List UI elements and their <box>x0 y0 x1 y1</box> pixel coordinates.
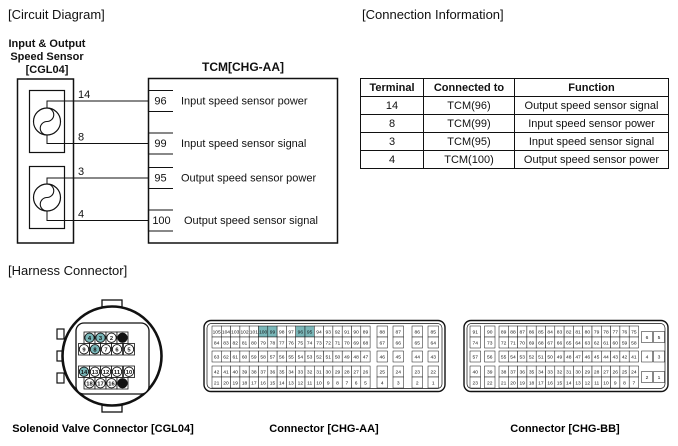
pin-label: 78 <box>603 330 609 336</box>
table-cell: Output speed sensor power <box>515 151 669 169</box>
pin-function-96: Input speed sensor power <box>181 95 308 108</box>
pin-label: 4 <box>645 355 649 361</box>
pin-label: 4 <box>380 381 384 387</box>
pin-label: 6 <box>354 381 358 387</box>
pin-label: 7 <box>632 381 636 387</box>
pin-label: 12 <box>584 381 591 387</box>
pin-label: 27 <box>603 370 609 376</box>
pin-label: 45 <box>395 355 401 361</box>
pin-label: 74 <box>472 341 478 347</box>
pin-label: 89 <box>500 330 507 336</box>
table-cell: 4 <box>361 151 424 169</box>
table-cell: TCM(95) <box>424 133 515 151</box>
pin-label: 49 <box>344 355 350 361</box>
pin-label: 75 <box>297 341 304 347</box>
tcm-pin-99: 99 <box>154 138 167 150</box>
table-row <box>361 133 669 151</box>
pin-label: 8 <box>623 381 626 387</box>
pin-label: 13 <box>91 369 99 376</box>
pin-label: 90 <box>353 330 359 336</box>
pin-label: 74 <box>306 341 313 347</box>
pin-label: 84 <box>547 330 553 336</box>
pin-label: 53 <box>519 355 525 361</box>
pin-label: 36 <box>269 370 276 376</box>
table-cell: 14 <box>361 97 424 115</box>
terminal-number-14: 14 <box>78 89 91 101</box>
pin-label: 33 <box>547 370 553 376</box>
pin-label: 11 <box>594 381 600 387</box>
pin-label: 14 <box>279 381 285 387</box>
pin-label: 25 <box>379 370 385 376</box>
pin-label: 11 <box>307 381 313 387</box>
pin-label: 61 <box>232 355 238 361</box>
table-cell: 3 <box>361 133 424 151</box>
pin-label: 43 <box>430 355 436 361</box>
pin-label: 40 <box>232 370 238 376</box>
pin-label: 94 <box>316 330 322 336</box>
pin-label: 66 <box>395 341 401 347</box>
pin-label: 85 <box>538 330 544 336</box>
sensor-label-line-3: [CGL04] <box>25 64 69 76</box>
pin-label: 21 <box>500 381 507 387</box>
pin-label: 10 <box>316 381 322 387</box>
pin-label: 83 <box>556 330 563 336</box>
pin-label: 48 <box>353 355 359 361</box>
pin-label: 22 <box>487 381 493 387</box>
pin-label: 55 <box>500 355 507 361</box>
pin-label: 58 <box>631 341 637 347</box>
pin-label: 26 <box>612 370 618 376</box>
pin-label: 63 <box>584 341 591 347</box>
pin-label: 11 <box>113 369 121 376</box>
pin-label: 52 <box>528 355 535 361</box>
pin-label: 57 <box>269 355 276 361</box>
pin-label: 64 <box>575 341 581 347</box>
pin-label: 21 <box>213 381 220 387</box>
pin-label: 13 <box>575 381 581 387</box>
pin-label: 101 <box>249 330 258 336</box>
pin-label: 89 <box>362 330 369 336</box>
pin-label: 50 <box>334 355 341 361</box>
pin-label: 23 <box>414 370 420 376</box>
table-row <box>361 151 669 169</box>
wire-terminal-3 <box>47 178 149 184</box>
pin-label: 35 <box>279 370 285 376</box>
pin-label: 19 <box>519 381 525 387</box>
pin-label: 96 <box>297 330 304 336</box>
pin-label: 72 <box>325 341 331 347</box>
pin-label: 5 <box>127 347 131 354</box>
pin-label: 8 <box>336 381 339 387</box>
table-cell: TCM(96) <box>424 97 515 115</box>
pin-label: 13 <box>288 381 294 387</box>
pin-label: 47 <box>575 355 581 361</box>
pin-label: 51 <box>538 355 544 361</box>
pin-label: 2 <box>109 335 114 342</box>
pin-label: 59 <box>251 355 257 361</box>
pin-label: 32 <box>556 370 563 376</box>
pin-label: 103 <box>231 330 240 336</box>
pin-label: 61 <box>603 341 609 347</box>
pin-label: 102 <box>240 330 249 336</box>
pin-label: 24 <box>631 370 637 376</box>
pin-label: 85 <box>430 330 436 336</box>
pin-label: 76 <box>288 341 294 347</box>
pin-label: 37 <box>510 370 516 376</box>
pin-label: 24 <box>395 370 401 376</box>
table-cell: Input speed sensor power <box>515 115 669 133</box>
pin-label: 16 <box>260 381 266 387</box>
pin-label: 69 <box>353 341 359 347</box>
pin-label: 37 <box>260 370 266 376</box>
pin-label: 38 <box>251 370 257 376</box>
pin-label: 42 <box>213 370 220 376</box>
pin-label: 9 <box>326 381 330 387</box>
pin-label: 18 <box>86 381 93 388</box>
pin-label: 67 <box>379 341 385 347</box>
pin-label: 20 <box>223 381 229 387</box>
pin-label: 81 <box>241 341 248 347</box>
connector-chg-bb-label: Connector [CHG-BB] <box>510 423 620 435</box>
table-header: Function <box>515 79 669 97</box>
tcm-pin-96: 96 <box>154 95 167 108</box>
pin-label: 87 <box>519 330 525 336</box>
pin-label: 104 <box>221 330 231 336</box>
pin-label: 39 <box>241 370 248 376</box>
wire-terminal-4 <box>47 208 149 221</box>
pin-label: 88 <box>510 330 516 336</box>
pin-label: 87 <box>395 330 401 336</box>
pin-label: 46 <box>584 355 591 361</box>
solenoid-connector-label: Solenoid Valve Connector [CGL04] <box>12 423 194 435</box>
pin-label: 60 <box>241 355 248 361</box>
pin-label: ★ <box>120 335 125 342</box>
pin-label: 47 <box>362 355 369 361</box>
pin-label: 50 <box>547 355 553 361</box>
pin-label: 14 <box>566 381 572 387</box>
pin-label: 19 <box>232 381 238 387</box>
pin-label: 41 <box>631 355 637 361</box>
pin-label: 42 <box>621 355 628 361</box>
pin-label: 79 <box>593 330 600 336</box>
pin-label: 30 <box>325 370 331 376</box>
pin-label: 69 <box>528 341 535 347</box>
pin-label: 32 <box>306 370 313 376</box>
pin-label: 17 <box>538 381 544 387</box>
harness-connector-title: [Harness Connector] <box>8 263 128 278</box>
tcm-pin-95: 95 <box>154 172 167 185</box>
tcm-pin-100: 100 <box>152 215 171 227</box>
pin-label: 31 <box>316 370 322 376</box>
pin-label: 79 <box>260 341 266 347</box>
pin-label: 91 <box>472 330 478 336</box>
pin-label: 73 <box>316 341 322 347</box>
pin-label: 99 <box>269 330 276 336</box>
pin-label: 27 <box>353 370 359 376</box>
pin-label: 77 <box>612 330 618 336</box>
pin-label: 46 <box>379 355 385 361</box>
pin-label: 52 <box>316 355 322 361</box>
pin-label: 80 <box>584 330 591 336</box>
pin-function-99: Input speed sensor signal <box>181 138 307 150</box>
pin-label: 93 <box>325 330 331 336</box>
pin-label: 22 <box>430 370 436 376</box>
table-header: Connected to <box>424 79 515 97</box>
pin-label: 60 <box>612 341 618 347</box>
pin-label: 29 <box>334 370 341 376</box>
pin-label: 1 <box>431 381 435 387</box>
pin-label: 71 <box>334 341 341 347</box>
table-row <box>361 115 669 133</box>
pin-label: 64 <box>430 341 436 347</box>
pin-label: 3 <box>396 381 400 387</box>
pin-label: 18 <box>241 381 248 387</box>
pin-label: 98 <box>279 330 285 336</box>
wire-terminal-8 <box>47 135 149 144</box>
pin-label: 31 <box>566 370 572 376</box>
pin-label: 7 <box>104 347 108 354</box>
pin-label: 16 <box>108 381 115 388</box>
connector-side-tab <box>57 373 64 383</box>
connector-side-tab <box>57 329 64 339</box>
pin-label: 49 <box>556 355 563 361</box>
pin-label: 68 <box>538 341 544 347</box>
pin-label: 81 <box>575 330 581 336</box>
pin-label: 15 <box>556 381 563 387</box>
pin-label: 63 <box>213 355 220 361</box>
pin-label: 4 <box>87 335 92 342</box>
pin-label: 16 <box>547 381 553 387</box>
pin-label: 30 <box>575 370 581 376</box>
pin-label: 78 <box>269 341 276 347</box>
pin-label: 105 <box>212 330 221 336</box>
pin-label: 5 <box>364 381 367 387</box>
pin-function-95: Output speed sensor power <box>181 172 317 185</box>
pin-label: 88 <box>379 330 385 336</box>
pin-label: 45 <box>593 355 600 361</box>
pin-label: 10 <box>603 381 609 387</box>
sensor1-s-curve <box>40 108 54 135</box>
pin-label: 28 <box>593 370 600 376</box>
connection-info-title: [Connection Information] <box>362 7 504 22</box>
pin-label: 34 <box>538 370 544 376</box>
connector-chg-aa-diagram <box>203 318 447 396</box>
terminal-number-4: 4 <box>78 208 85 221</box>
pin-label: 5 <box>657 335 661 341</box>
circuit-diagram-title: [Circuit Diagram] <box>8 7 105 22</box>
pin-label: 86 <box>528 330 535 336</box>
table-row <box>361 97 669 115</box>
pin-label: 95 <box>306 330 313 336</box>
pin-label: 65 <box>566 341 572 347</box>
pin-label: 70 <box>519 341 525 347</box>
pin-label: 15 <box>269 381 276 387</box>
pin-label: 92 <box>334 330 341 336</box>
pin-label: 39 <box>487 370 493 376</box>
pin-label: 59 <box>621 341 628 347</box>
solenoid-valve-connector-diagram <box>51 299 175 419</box>
pin-label: 72 <box>500 341 507 347</box>
pin-label: 80 <box>251 341 257 347</box>
pin-label: 7 <box>345 381 349 387</box>
circuit-diagram <box>0 30 350 280</box>
pin-label: 35 <box>528 370 535 376</box>
connector-chg-aa-label: Connector [CHG-AA] <box>269 423 379 435</box>
tcm-label: TCM[CHG-AA] <box>202 60 284 74</box>
pin-label: 76 <box>621 330 628 336</box>
pin-label: 20 <box>510 381 516 387</box>
pin-label: 25 <box>621 370 628 376</box>
pin-label: 75 <box>631 330 637 336</box>
sensor2-s-curve <box>40 184 54 211</box>
pin-label: 9 <box>82 347 86 354</box>
wire-terminal-14 <box>47 101 149 108</box>
pin-label: 82 <box>566 330 572 336</box>
pin-label: 77 <box>279 341 285 347</box>
pin-label: 28 <box>344 370 350 376</box>
pin-label: 6 <box>115 347 119 354</box>
pin-label: 56 <box>487 355 493 361</box>
pin-label: 90 <box>487 330 493 336</box>
pin-label: 44 <box>414 355 420 361</box>
table-cell: TCM(99) <box>424 115 515 133</box>
pin-label: 44 <box>603 355 609 361</box>
pin-label: 48 <box>566 355 572 361</box>
terminal-number-3: 3 <box>78 166 85 178</box>
pin-label: 70 <box>344 341 350 347</box>
pin-label: 18 <box>528 381 535 387</box>
pin-label: 83 <box>223 341 229 347</box>
pin-label: 23 <box>472 381 478 387</box>
pin-label: 91 <box>344 330 350 336</box>
sensor-label-line-1: Input & Output <box>8 38 86 50</box>
pin-label: ★ <box>120 381 125 388</box>
pin-label: 51 <box>325 355 331 361</box>
connection-table <box>360 78 669 169</box>
pin-label: 8 <box>93 347 97 354</box>
pin-label: 43 <box>612 355 618 361</box>
pin-label: 3 <box>657 355 661 361</box>
pin-label: 17 <box>251 381 257 387</box>
pin-function-100: Output speed sensor signal <box>184 215 318 227</box>
pin-label: 82 <box>232 341 238 347</box>
pin-label: 3 <box>98 335 103 342</box>
pin-label: 29 <box>584 370 591 376</box>
pin-label: 55 <box>288 355 294 361</box>
pin-label: 10 <box>125 369 133 376</box>
pin-label: 2 <box>415 381 419 387</box>
pin-label: 100 <box>259 330 268 336</box>
pin-label: 36 <box>519 370 525 376</box>
pin-label: 86 <box>414 330 420 336</box>
table-cell: 8 <box>361 115 424 133</box>
pin-label: 62 <box>593 341 600 347</box>
table-cell: Input speed sensor signal <box>515 133 669 151</box>
pin-label: 54 <box>510 355 516 361</box>
terminal-number-8: 8 <box>78 131 85 144</box>
pin-label: 40 <box>472 370 478 376</box>
pin-label: 84 <box>213 341 220 347</box>
pin-label: 2 <box>645 375 649 381</box>
pin-label: 53 <box>306 355 313 361</box>
pin-label: 34 <box>288 370 294 376</box>
connector-chg-bb-diagram <box>463 318 670 396</box>
pin-label: 26 <box>362 370 369 376</box>
pin-label: 33 <box>297 370 304 376</box>
pin-label: 65 <box>414 341 420 347</box>
pin-label: 97 <box>288 330 294 336</box>
pin-label: 56 <box>279 355 285 361</box>
pin-label: 54 <box>297 355 304 361</box>
table-cell: TCM(100) <box>424 151 515 169</box>
pin-label: 62 <box>223 355 229 361</box>
sensor-label-line-2: Speed Sensor <box>10 51 84 63</box>
table-cell: Output speed sensor signal <box>515 97 669 115</box>
pin-label: 14 <box>80 369 88 376</box>
pin-label: 66 <box>556 341 563 347</box>
pin-label: 12 <box>102 369 110 376</box>
pin-label: 1 <box>657 375 661 381</box>
pin-label: 17 <box>97 381 104 388</box>
pin-label: 73 <box>487 341 493 347</box>
pin-label: 6 <box>645 335 649 341</box>
pin-label: 9 <box>613 381 617 387</box>
pin-label: 41 <box>223 370 229 376</box>
pin-label: 57 <box>472 355 478 361</box>
table-header: Terminal <box>361 79 424 97</box>
pin-label: 68 <box>362 341 369 347</box>
pin-label: 67 <box>547 341 553 347</box>
pin-label: 71 <box>510 341 516 347</box>
pin-label: 38 <box>500 370 507 376</box>
pin-label: 12 <box>297 381 304 387</box>
pin-label: 58 <box>260 355 266 361</box>
